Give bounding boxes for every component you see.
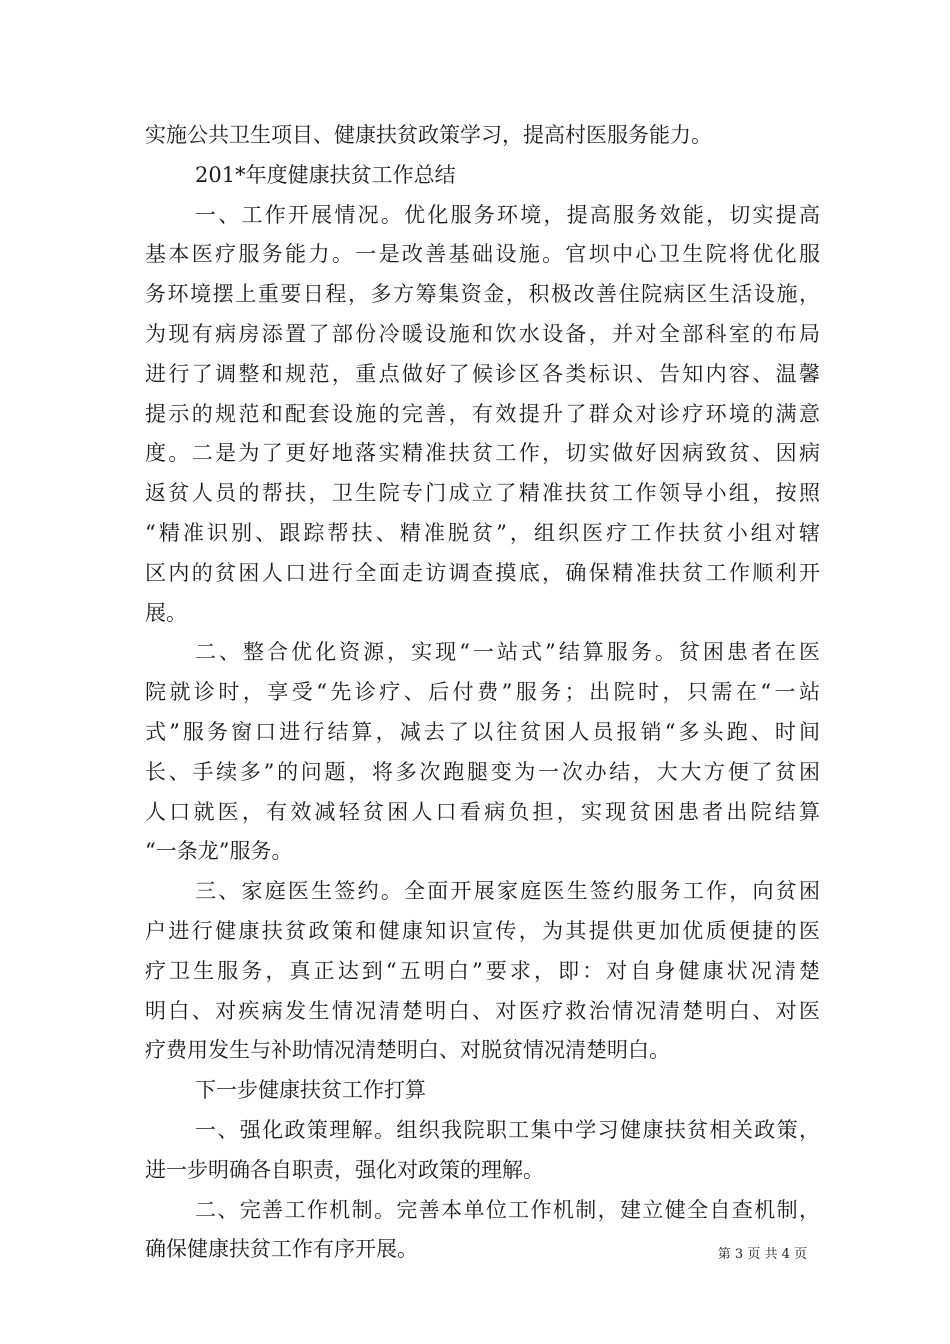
text-line: 户进行健康扶贫政策和健康知识宣传，为其提供更加优质便捷的医 xyxy=(145,918,820,943)
text-line: 展。 xyxy=(145,600,187,625)
text-line: 基本医疗服务能力。一是改善基础设施。官坝中心卫生院将优化服 xyxy=(145,242,820,267)
text-line: 进一步明确各自职责，强化对政策的理解。 xyxy=(145,1157,544,1182)
text-line: 明白、对疾病发生情况清楚明白、对医疗救治情况清楚明白、对医 xyxy=(145,998,820,1023)
text-line: 二、完善工作机制。完善本单位工作机制，建立健全自查机制， xyxy=(195,1197,820,1222)
text-line: “精准识别、跟踪帮扶、精准脱贫”，组织医疗工作扶贫小组对辖 xyxy=(145,520,820,545)
text-line: 下一步健康扶贫工作打算 xyxy=(195,1078,426,1103)
text-line: “一条龙”服务。 xyxy=(145,839,293,864)
text-line: 式”服务窗口进行结算，减去了以往贫困人员报销“多头跑、时间 xyxy=(145,719,820,744)
text-line: 为现有病房添置了部份冷暖设施和饮水设备，并对全部科室的布局 xyxy=(145,321,820,346)
text-line: 院就诊时，享受“先诊疗、后付费”服务；出院时，只需在“一站 xyxy=(145,680,820,705)
text-line: 三、家庭医生签约。全面开展家庭医生签约服务工作，向贫困 xyxy=(195,879,820,904)
text-line: 二、整合优化资源，实现“一站式”结算服务。贫困患者在医 xyxy=(195,640,820,665)
text-line: 疗卫生服务，真正达到“五明白”要求，即：对自身健康状况清楚 xyxy=(145,958,820,983)
text-line: 确保健康扶贫工作有序开展。 xyxy=(145,1237,418,1262)
text-line: 务环境摆上重要日程，多方筹集资金，积极改善住院病区生活设施， xyxy=(145,282,820,307)
text-line: 进行了调整和规范，重点做好了候诊区各类标识、告知内容、温馨 xyxy=(145,361,820,386)
text-line: 区内的贫困人口进行全面走访调查摸底，确保精准扶贫工作顺利开 xyxy=(145,560,820,585)
text-line: 201*年度健康扶贫工作总结 xyxy=(195,162,456,187)
text-line: 度。二是为了更好地落实精准扶贫工作，切实做好因病致贫、因病 xyxy=(145,441,820,466)
text-line: 人口就医，有效减轻贫困人口看病负担，实现贫困患者出院结算 xyxy=(145,799,820,824)
text-line: 一、工作开展情况。优化服务环境，提高服务效能，切实提高 xyxy=(195,202,820,227)
text-line: 提示的规范和配套设施的完善，有效提升了群众对诊疗环境的满意 xyxy=(145,401,820,426)
text-line: 疗费用发生与补助情况清楚明白、对脱贫情况清楚明白。 xyxy=(145,1038,670,1063)
document-body xyxy=(145,116,820,1270)
text-line: 长、手续多”的问题，将多次跑腿变为一次办结，大大方便了贫困 xyxy=(145,759,820,784)
text-line: 返贫人员的帮扶，卫生院专门成立了精准扶贫工作领导小组，按照 xyxy=(145,481,820,506)
text-line: 实施公共卫生项目、健康扶贫政策学习，提高村医服务能力。 xyxy=(145,123,712,147)
page-number: 第 3 页 共 4 页 xyxy=(717,1247,807,1262)
text-line: 一、强化政策理解。组织我院职工集中学习健康扶贫相关政策， xyxy=(195,1117,820,1142)
